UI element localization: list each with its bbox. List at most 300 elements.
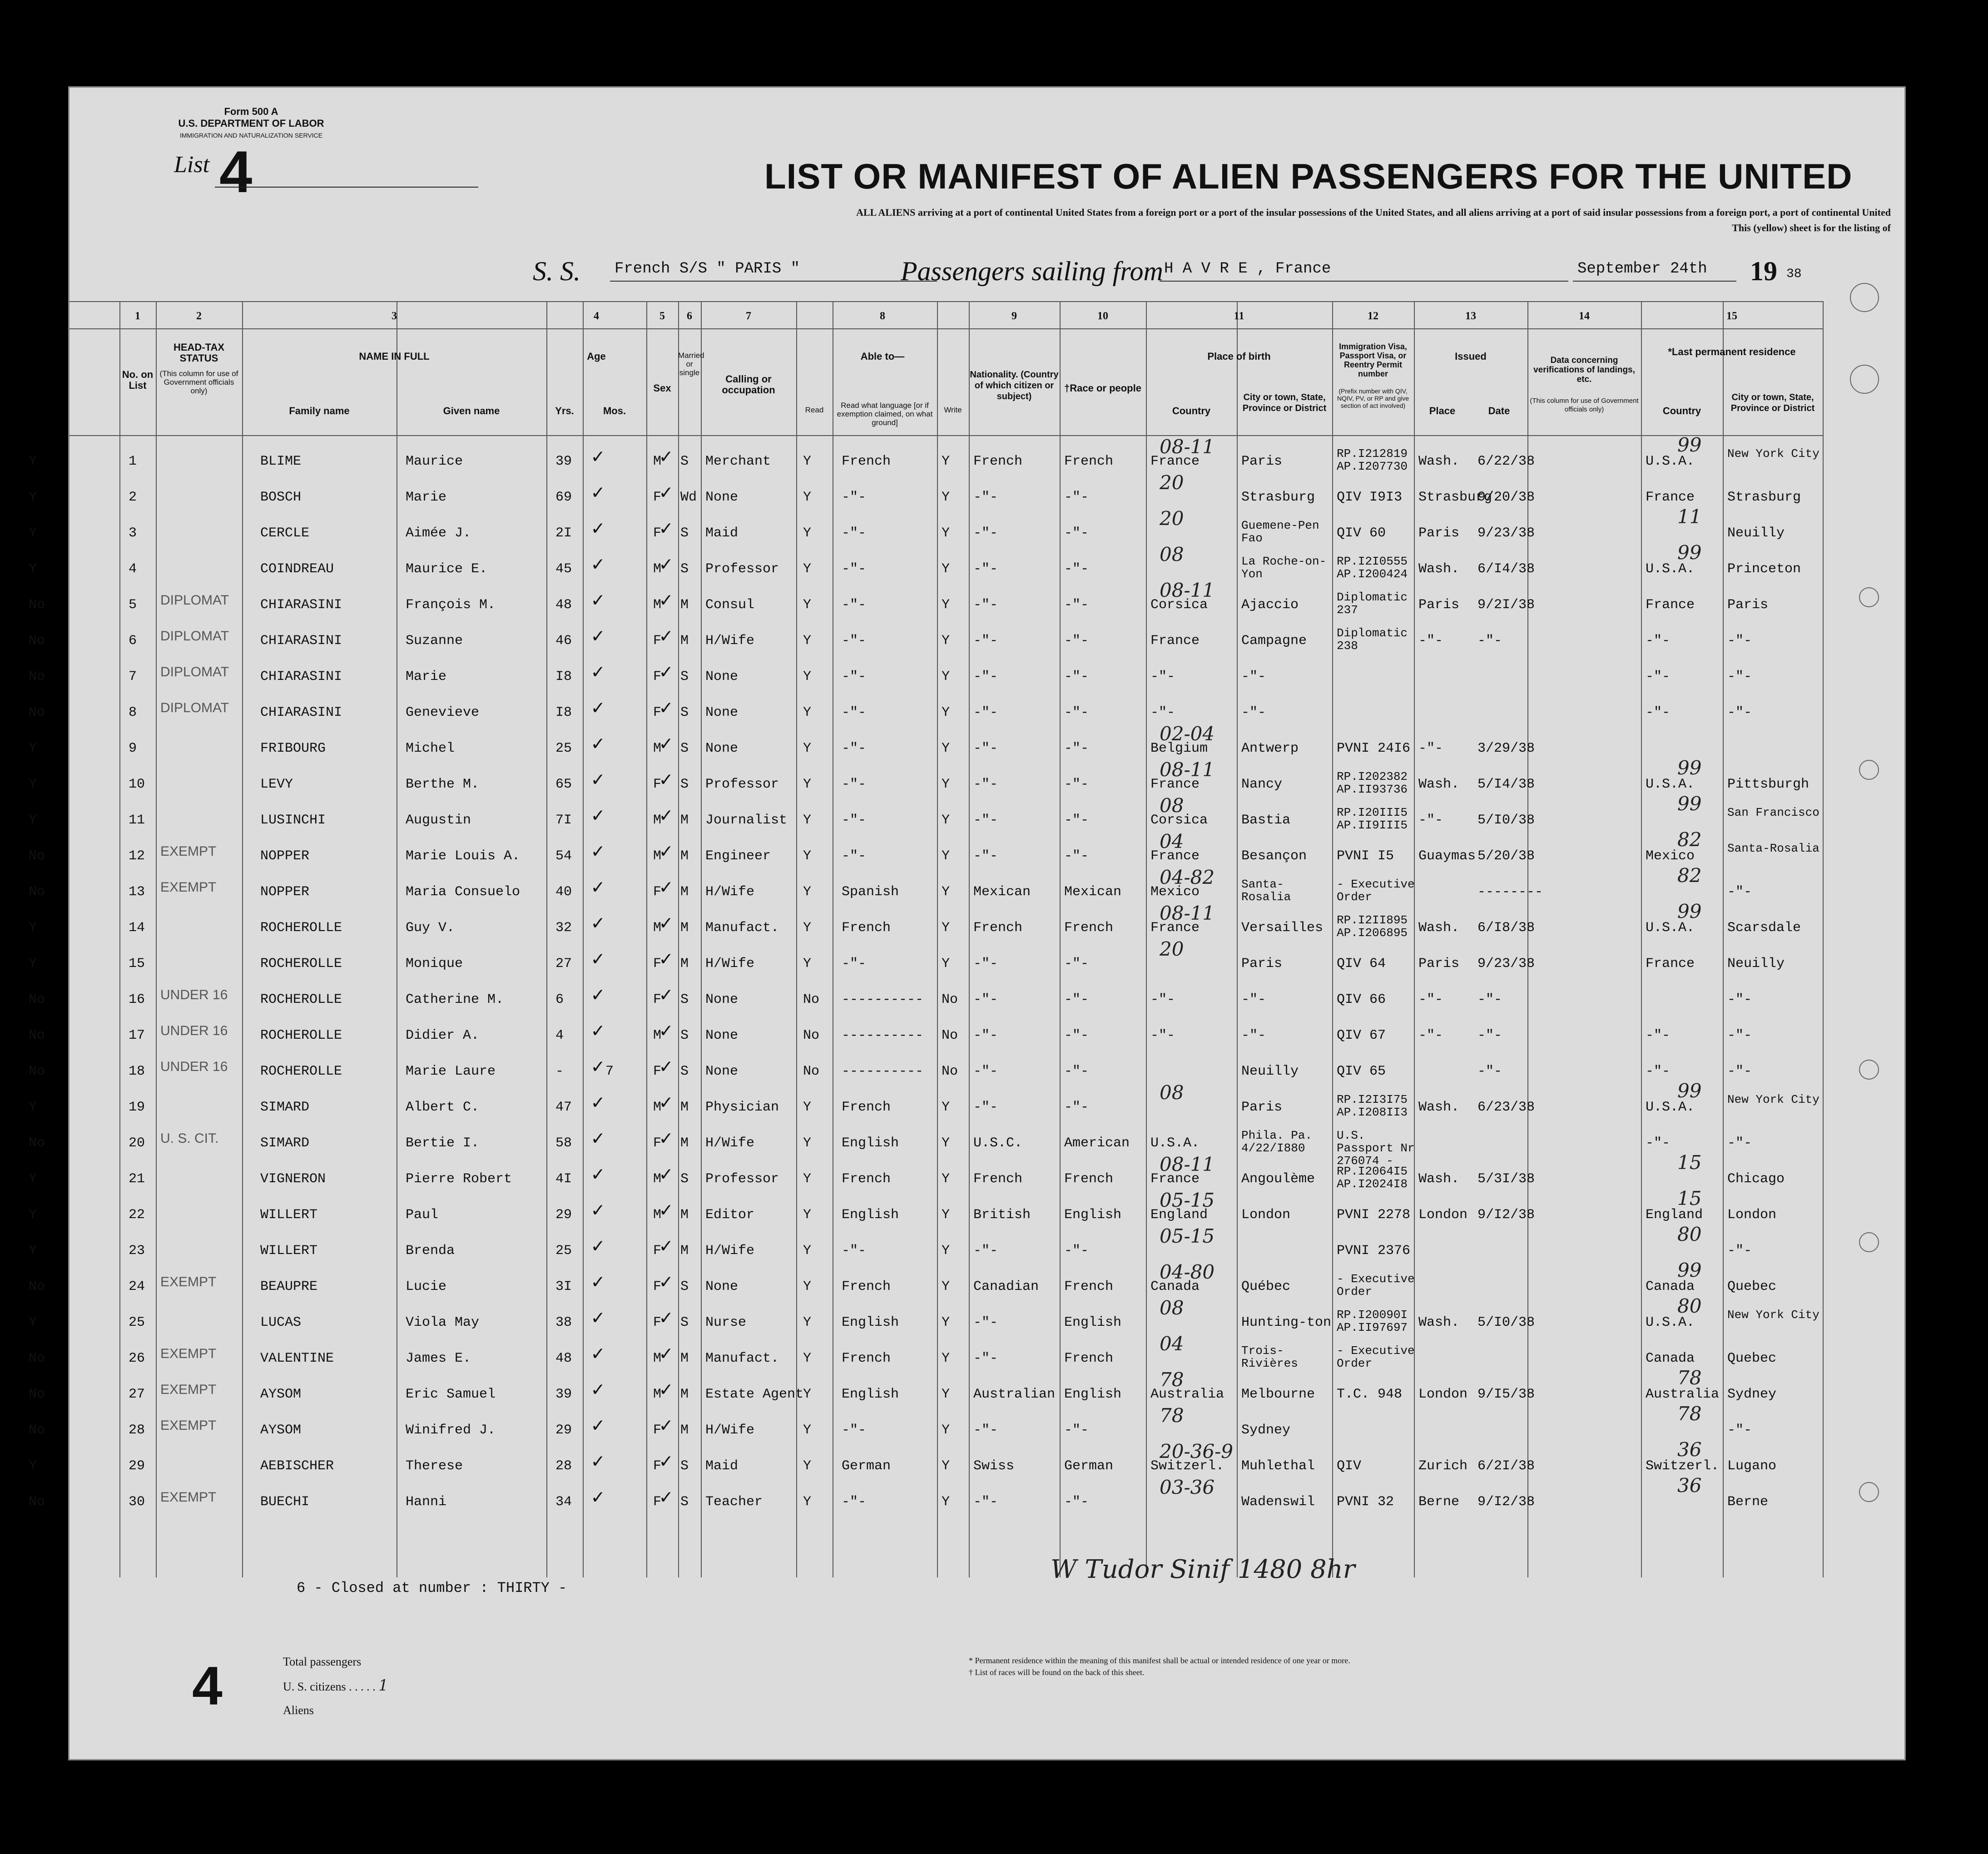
cell-occ: None: [705, 1028, 739, 1043]
cell-flag: Y: [29, 1207, 37, 1223]
cell-yrs: 40: [555, 884, 572, 900]
cell-sex: F: [653, 1135, 662, 1151]
cell-occ: Journalist: [705, 813, 788, 828]
check-mark-icon: ✓: [660, 877, 672, 900]
cell-place: Wash.: [1418, 920, 1460, 936]
cell-rcity: London: [1727, 1207, 1777, 1223]
cell-occ: Physician: [705, 1100, 779, 1115]
cell-visa: QIV 66: [1337, 992, 1386, 1007]
cell-sex: M: [653, 848, 662, 864]
cell-write: No: [942, 992, 958, 1007]
handwritten-birth-code: 02-04: [1160, 723, 1215, 745]
cell-race: -"-: [1064, 705, 1089, 720]
cell-occ: Professor: [705, 561, 779, 577]
cell-yrs: 4I: [555, 1171, 572, 1187]
cell-date: 6/I4/38: [1477, 561, 1535, 577]
manifest-sheet: [29, 86, 1906, 1760]
cell-no: 12: [129, 848, 145, 864]
cell-ms: M: [680, 1423, 689, 1438]
cell-write: Y: [942, 633, 950, 649]
cell-city: Paris: [1241, 956, 1283, 972]
cell-no: 1: [129, 454, 137, 469]
cell-no: 6: [129, 633, 137, 649]
header-verification: Data concerning verifications of landings, etc.: [1533, 356, 1635, 384]
cell-city: -"-: [1241, 705, 1266, 720]
handwritten-residence-code: 99: [1677, 793, 1702, 815]
cell-visa: QIV 64: [1337, 956, 1386, 972]
cell-country: England: [1150, 1207, 1208, 1223]
cell-rcity: Lugano: [1727, 1458, 1777, 1474]
list-number: 4: [219, 139, 253, 205]
cell-sex: M: [653, 1100, 662, 1115]
cell-rcountry: England: [1646, 1207, 1703, 1223]
cell-lang: English: [842, 1135, 899, 1151]
cell-lang: -"-: [842, 597, 867, 613]
cell-lang: -"-: [842, 633, 867, 649]
cell-family: NOPPER: [260, 884, 310, 900]
column-number: 10: [1097, 310, 1108, 322]
cell-ms: M: [680, 1243, 689, 1259]
cell-ms: S: [680, 561, 689, 577]
header-number-line: [69, 328, 1823, 329]
cell-tax: EXEMPT: [160, 844, 217, 859]
handwritten-birth-code: 04: [1160, 830, 1184, 853]
cell-flag: No: [29, 1351, 45, 1366]
cell-lang: -"-: [842, 561, 867, 577]
cell-ms: S: [680, 705, 689, 720]
cell-family: VALENTINE: [260, 1351, 334, 1366]
cell-no: 5: [129, 597, 137, 613]
cell-write: Y: [942, 1423, 950, 1438]
cell-given: Hanni: [406, 1494, 447, 1510]
cell-ms: S: [680, 1315, 689, 1330]
header-age: Age: [587, 351, 606, 362]
cell-city: Melbourne: [1241, 1387, 1315, 1402]
cell-write: Y: [942, 525, 950, 541]
cell-read: Y: [803, 1243, 812, 1259]
cell-ms: S: [680, 525, 689, 541]
page-title: LIST OR MANIFEST OF ALIEN PASSENGERS FOR THE UNITED: [764, 156, 1853, 196]
cell-occ: None: [705, 705, 739, 720]
cell-lang: English: [842, 1315, 899, 1330]
cell-city: London: [1241, 1207, 1291, 1223]
cell-family: WILLERT: [260, 1243, 318, 1259]
cell-place: Wash.: [1418, 1171, 1460, 1187]
column-number: 5: [659, 310, 665, 322]
sailing-label: Passengers sailing from: [901, 256, 1163, 286]
cell-flag: No: [29, 633, 45, 649]
cell-date: 9/23/38: [1477, 956, 1535, 972]
cell-city: Québec: [1241, 1279, 1291, 1294]
handwritten-residence-code: 80: [1677, 1295, 1702, 1317]
check-mark-icon: ✓: [660, 1021, 672, 1043]
cell-read: Y: [803, 1423, 812, 1438]
cell-tax: EXEMPT: [160, 1274, 217, 1289]
cell-lang: -"-: [842, 1243, 867, 1259]
cell-write: Y: [942, 490, 950, 505]
cell-no: 28: [129, 1423, 145, 1438]
header-read-language: Read what language [or if exemption claimed, on what ground]: [837, 401, 933, 427]
cell-date: 6/23/38: [1477, 1100, 1535, 1115]
cell-nat: U.S.C.: [973, 1135, 1023, 1151]
cell-date: 5/I4/38: [1477, 777, 1535, 792]
cell-sex: F: [653, 1423, 662, 1438]
cell-family: ROCHEROLLE: [260, 992, 342, 1007]
cell-no: 24: [129, 1279, 145, 1294]
cell-race: -"-: [1064, 561, 1089, 577]
cell-occ: Manufact.: [705, 920, 779, 936]
total-passengers-label: Total passengers: [283, 1655, 362, 1668]
header-able-to: Able to—: [860, 351, 905, 362]
cell-nat: -"-: [973, 1494, 998, 1510]
column-number: 8: [880, 310, 885, 322]
cell-date: 5/I0/38: [1477, 1315, 1535, 1330]
cell-occ: None: [705, 490, 739, 505]
cell-family: AYSOM: [260, 1423, 302, 1438]
cell-tax: U. S. CIT.: [160, 1131, 219, 1146]
cell-read: Y: [803, 597, 812, 613]
header-place-of-birth: Place of birth: [1207, 351, 1271, 362]
table-row: [29, 626, 1823, 666]
cell-city: La Roche-on-Yon: [1241, 555, 1327, 581]
check-mark-icon: ✓: [592, 518, 604, 541]
check-mark-icon: ✓: [660, 1128, 672, 1151]
header-calling: Calling or occupation: [722, 373, 775, 396]
ss-label: S. S.: [533, 256, 580, 286]
cell-write: Y: [942, 813, 950, 828]
cell-sex: F: [653, 992, 662, 1007]
cell-sex: M: [653, 1351, 662, 1366]
check-mark-icon: ✓: [660, 841, 672, 864]
check-mark-icon: ✓: [592, 913, 604, 936]
cell-no: 23: [129, 1243, 145, 1259]
cell-sex: F: [653, 525, 662, 541]
cell-yrs: 28: [555, 1458, 572, 1474]
cell-city: Versailles: [1241, 920, 1324, 936]
table-row: [29, 1128, 1823, 1168]
cell-family: BUECHI: [260, 1494, 310, 1510]
cell-country: Corsica: [1150, 813, 1208, 828]
cell-rcity: Strasburg: [1727, 490, 1801, 505]
cell-place: Paris: [1418, 597, 1460, 613]
cell-sex: F: [653, 669, 662, 684]
cell-flag: No: [29, 1064, 45, 1079]
cell-read: Y: [803, 1171, 812, 1187]
cell-sex: M: [653, 813, 662, 828]
cell-yrs: 45: [555, 561, 572, 577]
cell-nat: -"-: [973, 1315, 998, 1330]
cell-rcity: -"-: [1727, 705, 1752, 720]
cell-visa: - Executive Order: [1337, 1344, 1415, 1370]
cell-sex: M: [653, 741, 662, 756]
header-head-tax: HEAD-TAX STATUS: [173, 342, 225, 364]
cell-lang: -"-: [842, 813, 867, 828]
cell-city: Wadenswil: [1241, 1494, 1315, 1510]
cell-date: 5/3I/38: [1477, 1171, 1535, 1187]
header-yrs: Yrs.: [555, 405, 574, 416]
cell-family: AYSOM: [260, 1387, 302, 1402]
handwritten-residence-code: 36: [1677, 1438, 1702, 1461]
handwritten-residence-code: 80: [1677, 1223, 1702, 1245]
check-mark-icon: ✓: [660, 985, 672, 1007]
cell-date: 9/I5/38: [1477, 1387, 1535, 1402]
cell-nat: -"-: [973, 561, 998, 577]
cell-sex: M: [653, 561, 662, 577]
cell-yrs: 29: [555, 1207, 572, 1223]
cell-no: 3: [129, 525, 137, 541]
cell-yrs: 69: [555, 490, 572, 505]
handwritten-birth-code: 08-11: [1160, 902, 1215, 924]
cell-yrs: 2I: [555, 525, 572, 541]
cell-flag: Y: [29, 525, 37, 541]
cell-race: Mexican: [1064, 884, 1122, 900]
cell-lang: ----------: [842, 1064, 924, 1079]
header-married: Married or single: [678, 351, 704, 377]
cell-lang: French: [842, 454, 891, 469]
footnote-races: † List of races will be found on the back of this sheet.: [969, 1668, 1145, 1677]
cell-given: Marie Louis A.: [406, 848, 521, 864]
check-mark-icon: ✓: [660, 734, 672, 756]
cell-tax: DIPLOMAT: [160, 664, 229, 679]
cell-nat: French: [973, 454, 1023, 469]
check-mark-icon: ✓: [660, 805, 672, 828]
cell-given: James E.: [406, 1351, 471, 1366]
cell-no: 17: [129, 1028, 145, 1043]
cell-flag: Y: [29, 1243, 37, 1259]
cell-rcity: San Francisco: [1727, 806, 1819, 819]
cell-read: Y: [803, 848, 812, 864]
cell-rcity: New York City: [1727, 1093, 1819, 1106]
cell-yrs: 65: [555, 777, 572, 792]
cell-sex: M: [653, 1207, 662, 1223]
table-row: [29, 1056, 1823, 1096]
cell-nat: -"-: [973, 1351, 998, 1366]
check-mark-icon: ✓: [660, 1308, 672, 1330]
cell-given: Michel: [406, 741, 455, 756]
check-mark-icon: ✓: [592, 446, 604, 469]
cell-ms: S: [680, 777, 689, 792]
cell-yrs: 4: [555, 1028, 564, 1043]
check-mark-icon: ✓: [592, 1056, 604, 1079]
cell-write: Y: [942, 561, 950, 577]
cell-ms: M: [680, 633, 689, 649]
column-number: 1: [135, 310, 140, 322]
check-mark-icon: ✓: [660, 446, 672, 469]
cell-read: Y: [803, 669, 812, 684]
cell-ms: S: [680, 454, 689, 469]
cell-family: AEBISCHER: [260, 1458, 334, 1474]
cell-tax: DIPLOMAT: [160, 700, 229, 715]
cell-flag: No: [29, 1135, 45, 1151]
cell-given: Marie: [406, 669, 447, 684]
cell-place: London: [1418, 1207, 1468, 1223]
check-mark-icon: ✓: [660, 554, 672, 577]
cell-given: Bertie I.: [406, 1135, 480, 1151]
cell-ms: M: [680, 1387, 689, 1402]
cell-place: Wash.: [1418, 561, 1460, 577]
cell-given: Suzanne: [406, 633, 463, 649]
cell-no: 19: [129, 1100, 145, 1115]
header-no-on-list: No. on List: [122, 369, 154, 391]
cell-race: -"-: [1064, 669, 1089, 684]
cell-city: -"-: [1241, 669, 1266, 684]
cell-rcity: Quebec: [1727, 1279, 1777, 1294]
cell-visa: QIV 65: [1337, 1064, 1386, 1079]
cell-lang: ----------: [842, 1028, 924, 1043]
cell-no: 4: [129, 561, 137, 577]
cell-ms: M: [680, 884, 689, 900]
cell-lang: -"-: [842, 848, 867, 864]
cell-lang: Spanish: [842, 884, 899, 900]
cell-tax: EXEMPT: [160, 1382, 217, 1397]
cell-given: Paul: [406, 1207, 439, 1223]
cell-write: Y: [942, 1315, 950, 1330]
binder-hole: [1859, 760, 1879, 780]
cell-city: Antwerp: [1241, 741, 1299, 756]
cell-country: -"-: [1150, 705, 1175, 720]
cell-lang: French: [842, 920, 891, 936]
cell-visa: RP.I2064I5 AP.I2024I8: [1337, 1165, 1408, 1191]
cell-write: Y: [942, 454, 950, 469]
cell-given: Didier A.: [406, 1028, 480, 1043]
cell-rcity: Chicago: [1727, 1171, 1785, 1187]
us-citizens-value: 1: [378, 1676, 388, 1695]
header-race: †Race or people: [1064, 382, 1141, 394]
cell-rcountry: France: [1646, 956, 1695, 972]
cell-visa: QIV 60: [1337, 525, 1386, 541]
cell-ms: S: [680, 741, 689, 756]
cell-nat: -"-: [973, 597, 998, 613]
cell-place: -"-: [1418, 1028, 1443, 1043]
cell-family: COINDREAU: [260, 561, 334, 577]
cell-write: Y: [942, 777, 950, 792]
cell-flag: Y: [29, 920, 37, 936]
cell-race: -"-: [1064, 777, 1089, 792]
cell-place: -"-: [1418, 633, 1443, 649]
cell-sex: M: [653, 1028, 662, 1043]
ship-underline: [610, 281, 937, 282]
cell-nat: Swiss: [973, 1458, 1015, 1474]
cell-sex: F: [653, 1458, 662, 1474]
cell-country: Canada: [1150, 1279, 1200, 1294]
table-top-line: [69, 301, 1823, 302]
cell-city: Sydney: [1241, 1423, 1291, 1438]
cell-rcountry: U.S.A.: [1646, 561, 1695, 577]
cell-date: -"-: [1477, 992, 1502, 1007]
cell-city: -"-: [1241, 992, 1266, 1007]
cell-yrs: 3I: [555, 1279, 572, 1294]
cell-write: Y: [942, 669, 950, 684]
cell-sex: F: [653, 1315, 662, 1330]
cell-yrs: 46: [555, 633, 572, 649]
header-verification-note: (This column for use of Government officials only): [1530, 397, 1639, 413]
cell-city: Paris: [1241, 1100, 1283, 1115]
cell-flag: Y: [29, 1171, 37, 1187]
cell-visa: T.C. 948: [1337, 1387, 1403, 1402]
cell-occ: None: [705, 669, 739, 684]
header-nationality: Nationality. (Country of which citizen or subject): [970, 370, 1059, 402]
cell-ms: M: [680, 956, 689, 972]
cell-write: No: [942, 1064, 958, 1079]
cell-occ: H/Wife: [705, 1135, 755, 1151]
cell-read: No: [803, 1064, 820, 1079]
cell-given: Pierre Robert: [406, 1171, 512, 1187]
cell-lang: -"-: [842, 669, 867, 684]
cell-read: No: [803, 992, 820, 1007]
cell-nat: Canadian: [973, 1279, 1039, 1294]
table-row: [29, 482, 1823, 522]
check-mark-icon: ✓: [592, 949, 604, 972]
check-mark-icon: ✓: [592, 1487, 604, 1510]
cell-family: CHIARASINI: [260, 669, 342, 684]
cell-yrs: 58: [555, 1135, 572, 1151]
cell-country: France: [1150, 848, 1200, 864]
cell-write: Y: [942, 1494, 950, 1510]
cell-given: Maurice: [406, 454, 463, 469]
list-total-number: 4: [192, 1656, 223, 1716]
cell-nat: -"-: [973, 848, 998, 864]
cell-nat: -"-: [973, 956, 998, 972]
cell-write: Y: [942, 1387, 950, 1402]
cell-tax: DIPLOMAT: [160, 593, 229, 608]
cell-read: Y: [803, 813, 812, 828]
cell-yrs: 6: [555, 992, 564, 1007]
handwritten-residence-code: 78: [1677, 1403, 1702, 1425]
handwritten-birth-code: 04-82: [1160, 866, 1215, 888]
cell-place: Berne: [1418, 1494, 1460, 1510]
cell-place: -"-: [1418, 992, 1443, 1007]
binder-hole: [1859, 1482, 1879, 1502]
cell-nat: -"-: [973, 1243, 998, 1259]
handwritten-birth-code: 03-36: [1160, 1476, 1215, 1498]
cell-family: FRIBOURG: [260, 741, 326, 756]
cell-date: -"-: [1477, 633, 1502, 649]
cell-date: --------: [1477, 884, 1543, 900]
check-mark-icon: ✓: [592, 1128, 604, 1151]
cell-rcity: -"-: [1727, 992, 1752, 1007]
subtitle-2: This (yellow) sheet is for the listing of: [1732, 222, 1891, 233]
cell-country: -"-: [1150, 992, 1175, 1007]
check-mark-icon: ✓: [592, 1021, 604, 1043]
cell-read: Y: [803, 454, 812, 469]
cell-tax: UNDER 16: [160, 987, 228, 1002]
cell-flag: No: [29, 1279, 45, 1294]
cell-write: Y: [942, 1351, 950, 1366]
handwritten-birth-code: 08: [1160, 1297, 1184, 1319]
header-city: City or town, State, Province or District: [1242, 392, 1327, 413]
cell-sex: M: [653, 1387, 662, 1402]
handwritten-birth-code: 05-15: [1160, 1189, 1215, 1211]
cell-city: -"-: [1241, 1028, 1266, 1043]
cell-occ: None: [705, 1279, 739, 1294]
cell-race: -"-: [1064, 597, 1089, 613]
cell-read: Y: [803, 525, 812, 541]
check-mark-icon: ✓: [660, 590, 672, 613]
cell-write: Y: [942, 597, 950, 613]
cell-visa: RP.I20III5 AP.II9III5: [1337, 806, 1408, 832]
handwritten-residence-code: 99: [1677, 1080, 1702, 1102]
cell-city: Campagne: [1241, 633, 1307, 649]
cell-place: Wash.: [1418, 1315, 1460, 1330]
port-name: H A V R E , France: [1164, 260, 1331, 278]
cell-no: 29: [129, 1458, 145, 1474]
handwritten-residence-code: 99: [1677, 434, 1702, 456]
cell-family: ROCHEROLLE: [260, 1028, 342, 1043]
cell-family: ROCHEROLLE: [260, 920, 342, 936]
cell-no: 18: [129, 1064, 145, 1079]
cell-given: Viola May: [406, 1315, 480, 1330]
cell-no: 16: [129, 992, 145, 1007]
